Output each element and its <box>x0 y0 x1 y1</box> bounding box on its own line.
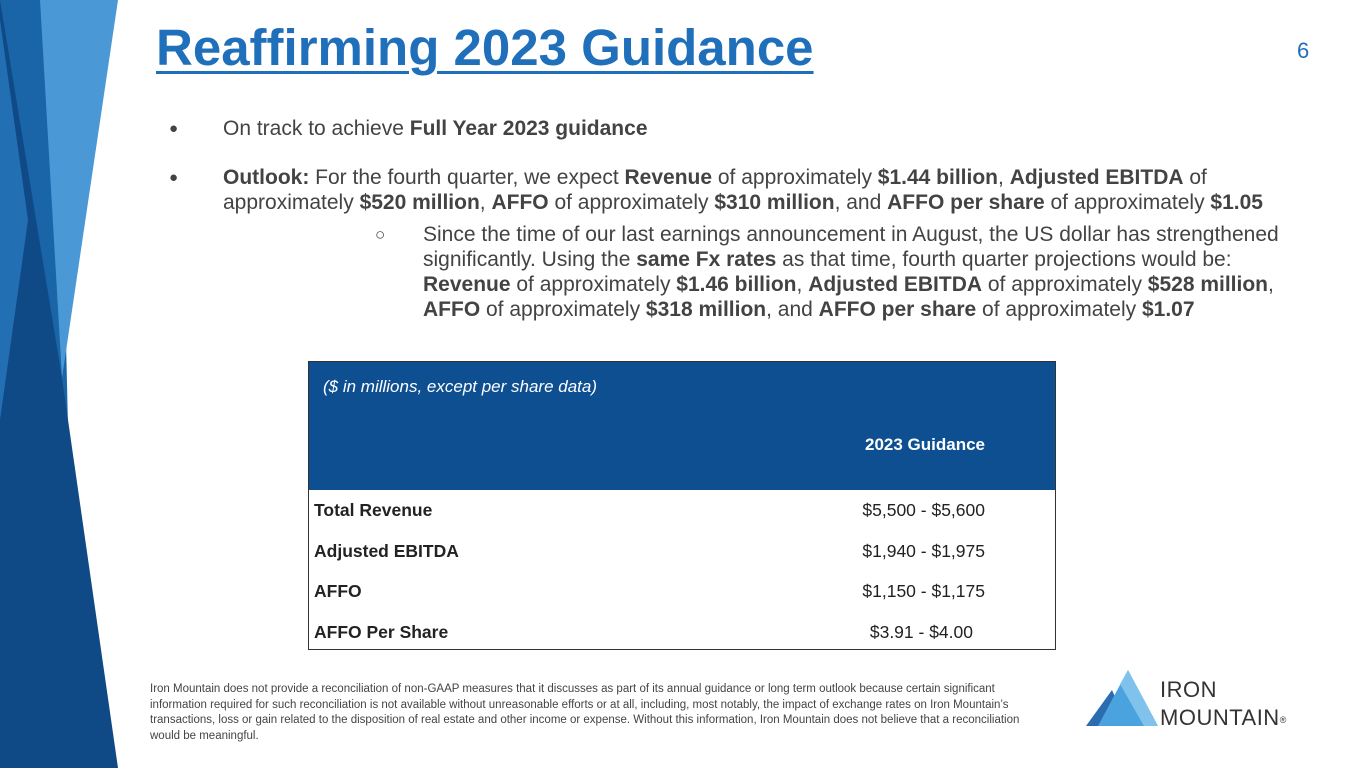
text-run: of approximately <box>223 166 1207 214</box>
bold-run: $1.05 <box>1210 191 1263 214</box>
column-header-2023-guidance: 2023 Guidance <box>864 435 985 454</box>
bold-run: Full Year 2023 guidance <box>409 117 648 140</box>
bullet-text <box>223 117 648 140</box>
bullet-icon: ● <box>169 169 179 186</box>
table-header <box>309 362 1055 490</box>
bold-run: Revenue <box>624 166 713 189</box>
row-value: $5,500 - $5,600 <box>862 500 985 520</box>
bullet-icon: ● <box>169 120 179 137</box>
bullet-list <box>160 116 1300 322</box>
text-run: Since the time of our last earnings announcement in August, the US dollar has strengthened significantly. Using the <box>423 223 1279 271</box>
sub-bullet-text <box>423 222 1300 322</box>
sub-bullet-item <box>375 222 1300 322</box>
sub-bullet-icon: ○ <box>375 225 386 244</box>
bold-run: AFFO <box>423 298 481 321</box>
bold-run: Revenue <box>423 273 511 296</box>
logo-line-2-text: MOUNTAIN <box>1160 705 1280 730</box>
table-note: ($ in millions, except per share data) <box>323 377 598 396</box>
text-run: , <box>998 166 1010 189</box>
row-value: $1,940 - $1,975 <box>862 540 985 561</box>
text-run: , <box>479 191 492 214</box>
logo-line-1: IRON <box>1160 677 1217 702</box>
bold-run: same Fx rates <box>636 248 777 271</box>
row-value: $1,150 - $1,175 <box>862 581 985 601</box>
bold-run: $310 million <box>714 191 835 214</box>
logo-wordmark <box>1160 676 1287 732</box>
row-value: $3.91 - $4.00 <box>869 621 973 642</box>
text-run: , <box>1268 273 1274 296</box>
bold-run: $528 million <box>1147 273 1268 296</box>
side-decoration <box>0 0 130 768</box>
text-run: of approximately <box>480 298 646 321</box>
text-run: of approximately <box>712 166 878 189</box>
row-label: Total Revenue <box>314 500 433 520</box>
slide-title: Reaffirming 2023 Guidance <box>156 19 814 76</box>
bullet-text <box>223 166 1263 214</box>
table-row <box>309 531 1055 572</box>
row-label: AFFO <box>314 581 362 601</box>
bold-run: AFFO <box>491 191 549 214</box>
text-run: of approximately <box>548 191 715 214</box>
registered-mark: ® <box>1279 715 1287 725</box>
table-row <box>309 612 1055 653</box>
logo-line-2 <box>1160 704 1287 732</box>
page-number: 6 <box>1297 38 1310 63</box>
bold-run: Adjusted EBITDA <box>1009 166 1184 189</box>
bold-run: $1.44 billion <box>877 166 999 189</box>
text-run: of approximately <box>982 273 1148 296</box>
text-run: On track to achieve <box>223 117 410 140</box>
bullet-item <box>160 165 1300 322</box>
text-run: , <box>796 273 809 296</box>
text-run: of approximately <box>976 298 1142 321</box>
table-row <box>309 490 1055 531</box>
bold-run: $1.46 billion <box>676 273 797 296</box>
bold-run: Outlook: <box>223 166 310 189</box>
text-run: , and <box>834 191 888 214</box>
bold-run: AFFO per share <box>818 298 977 321</box>
footnote: Iron Mountain does not provide a reconciliation of non-GAAP measures that it discusses as part of its annual guidance or long term outlook because certain significant information required for such reconciliation is not available without unreasonable efforts or at all, including, most notably, the impact of exchange rates on Iron Mountain’s transactions, loss or gain related to the disposition of real estate and other income or expense. Without this information, Iron Mountain does not believe that a reconciliation would be meaningful. <box>150 683 1020 742</box>
table-row <box>309 571 1055 612</box>
text-run: , and <box>766 298 819 321</box>
row-label: Adjusted EBITDA <box>314 540 459 561</box>
bullet-item <box>160 116 1300 141</box>
guidance-table <box>308 361 1056 650</box>
row-label: AFFO Per Share <box>314 621 449 642</box>
bold-run: $318 million <box>645 298 767 321</box>
bold-run: Adjusted EBITDA <box>808 273 983 296</box>
text-run: of approximately <box>510 273 677 296</box>
bold-run: $520 million <box>359 191 480 214</box>
text-run: of approximately <box>1044 191 1211 214</box>
text-run: as that time, fourth quarter projections would be: <box>776 248 1232 271</box>
bold-run: AFFO per share <box>887 191 1045 214</box>
bold-run: $1.07 <box>1141 298 1195 321</box>
text-run: For the fourth quarter, we expect <box>309 166 625 189</box>
